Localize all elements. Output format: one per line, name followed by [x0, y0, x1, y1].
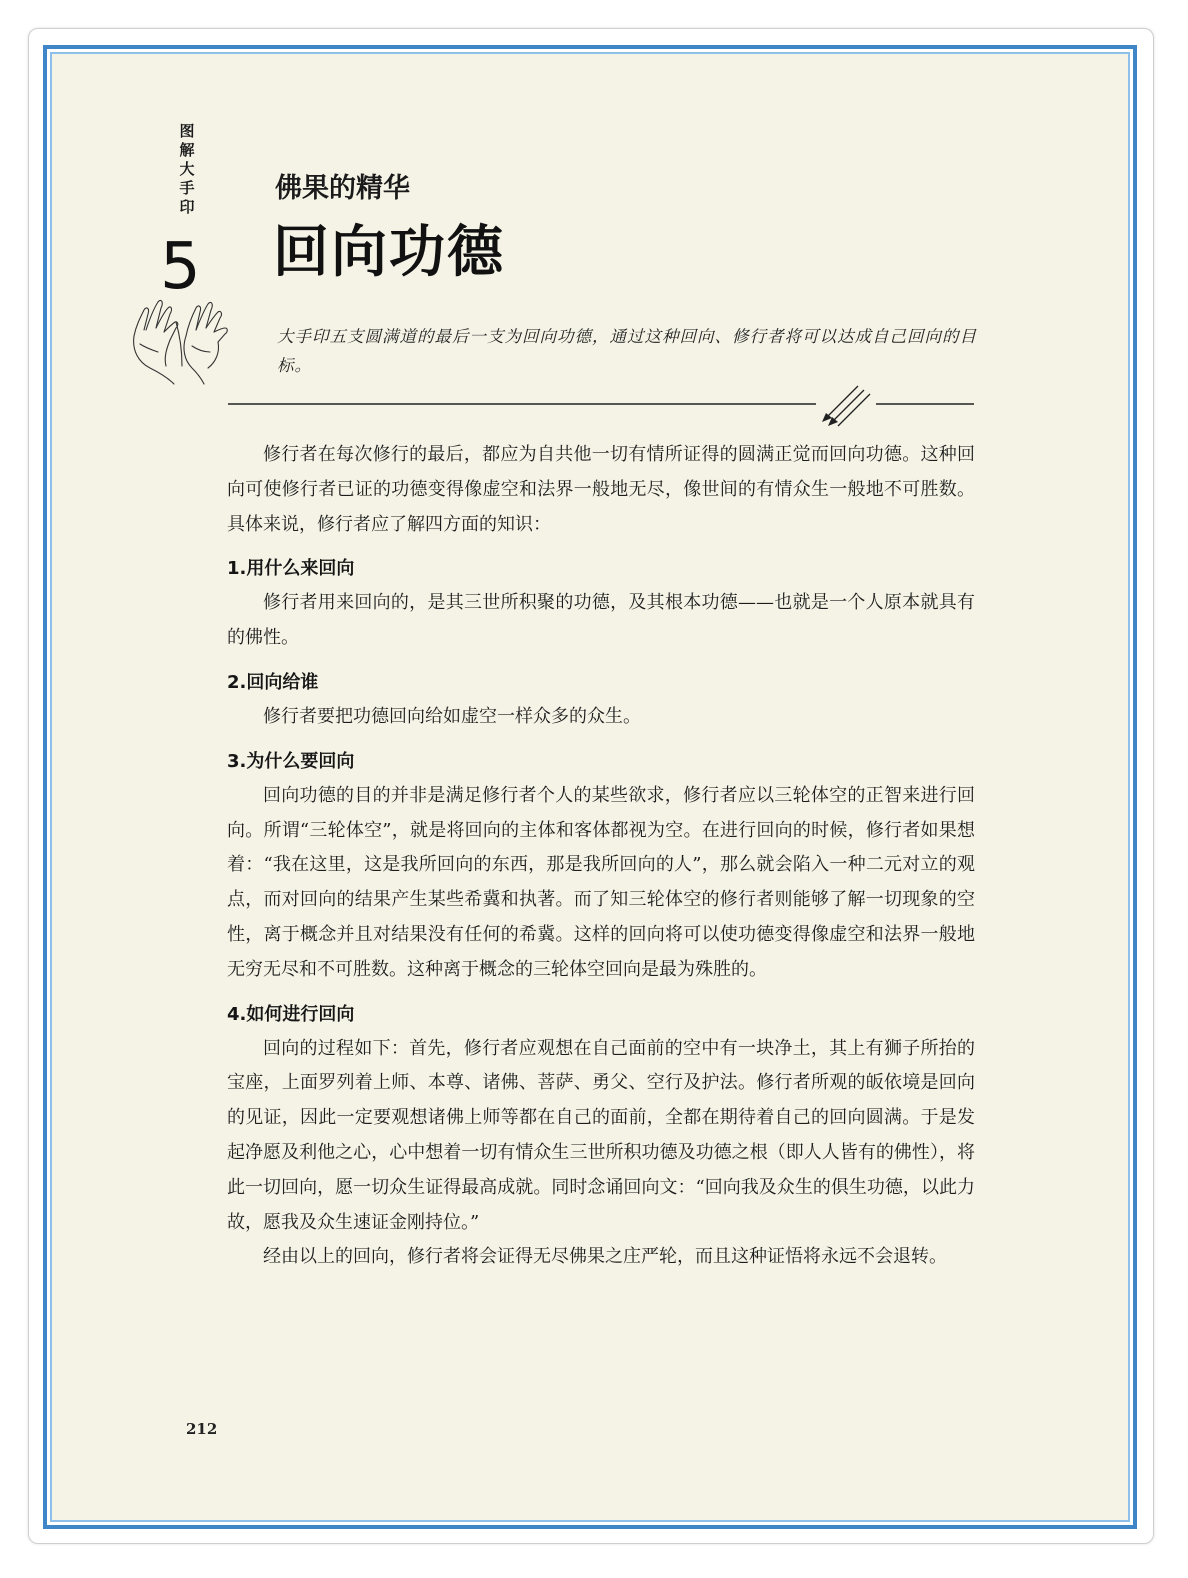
body-text	[227, 438, 975, 1275]
paragraph: 经由以上的回向，修行者将会证得无尽佛果之庄严轮，而且这种证悟将永远不会退转。	[263, 1246, 947, 1268]
paragraph: 回向功德的目的并非是满足修行者个人的某些欲求，修行者应以三轮体空的正智来进行回向。所谓“三轮体空”，就是将回向的主体和客体都视为空。在进行回向的时候，修行者如果想着：“我在这里，这是我所回向的东西，那是我所回向的人”，那么就会陷入一种二元对立的观点，而对回向的结果产生某些希冀和执著。而了知三轮体空的修行者则能够了解一切现象的空性，离于概念并且对结果没有任何的希冀。这样的回向将可以使功德变得像虚空和法界一般地无穷无尽和不可胜数。这种离于概念的三轮体空回向是最为殊胜的。	[227, 784, 975, 980]
mudra-hands-illustration	[126, 296, 236, 386]
series-title: 图解大手印	[179, 122, 195, 216]
section-heading-4: 4.如何进行回向	[227, 1003, 355, 1025]
opening-paragraph: 修行者在每次修行的最后，都应为自共他一切有情所证得的圆满正觉而回向功德。这种回向可使修行者已证的功德变得像虚空和法界一般地无尽，像世间的有情众生一般地不可胜数。具体来说，修行者应了解四方面的知识：	[227, 444, 975, 535]
page-number: 212	[186, 1420, 218, 1438]
arrow-divider	[228, 380, 974, 430]
chapter-number: 5	[160, 230, 201, 304]
section-subtitle: 佛果的精华	[275, 173, 410, 204]
section-heading-2: 2.回向给谁	[227, 671, 319, 693]
section-title: 回向功德	[273, 220, 505, 285]
paragraph: 修行者要把功德回向给如虚空一样众多的众生。	[263, 705, 641, 727]
section-heading-1: 1.用什么来回向	[227, 558, 355, 580]
section-heading-3: 3.为什么要回向	[227, 750, 355, 772]
section-intro: 大手印五支圆满道的最后一支为回向功德，通过这种回向、修行者将可以达成自己回向的目标。	[277, 327, 977, 375]
paragraph: 回向的过程如下：首先，修行者应观想在自己面前的空中有一块净土，其上有狮子所抬的宝座，上面罗列着上师、本尊、诸佛、菩萨、勇父、空行及护法。修行者所观的皈依境是回向的见证，因此一定要观想诸佛上师等都在自己的面前，全都在期待着自己的回向圆满。于是发起净愿及利他之心，心中想着一切有情众生三世所积功德及功德之根（即人人皆有的佛性），将此一切回向，愿一切众生证得最高成就。同时念诵回向文：“回向我及众生的俱生功德，以此力故，愿我及众生速证金刚持位。”	[227, 1037, 975, 1233]
paragraph: 修行者用来回向的，是其三世所积聚的功德，及其根本功德——也就是一个人原本就具有的佛性。	[227, 592, 975, 649]
